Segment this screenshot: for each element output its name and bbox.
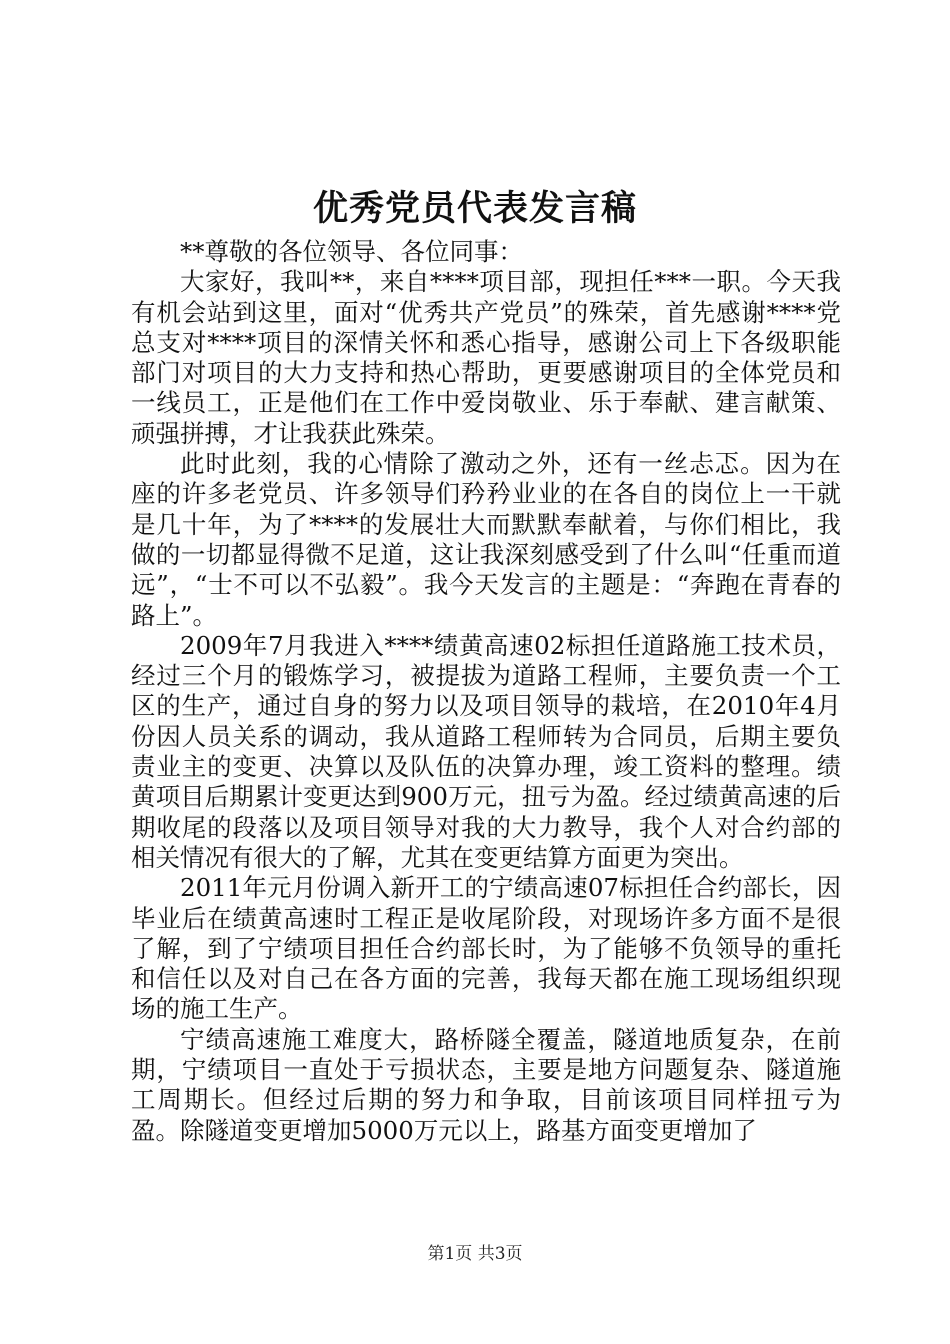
paragraph-3: 2009年7月我进入****绩黄高速02标担任道路施工技术员，经过三个月的锻炼学习，被提拔为道路工程师，主要负责一个工区的生产，通过自身的努力以及项目领导的栽培，在2010年4月份因人员关系的调动，我从道路工程师转为合同员，后期主要负责业主的变更、决算以及队伍的决算办理，竣工资料的整理。绩黄项目后期累计变更达到900万元，扭亏为盈。经过绩黄高速的后期收尾的段落以及项目领导对我的大力教导，我个人对合约部的相关情况有很大的了解，尤其在变更结算方面更为突出。	[131, 630, 841, 872]
paragraph-2: 此时此刻，我的心情除了激动之外，还有一丝忐忑。因为在座的许多老党员、许多领导们矜矜业业的在各自的岗位上一干就是几十年，为了****的发展壮大而默默奉献着，与你们相比，我做的一切都显得微不足道，这让我深刻感受到了什么叫“任重而道远”，“士不可以不弘毅”。我今天发言的主题是：“奔跑在青春的路上”。	[131, 449, 841, 630]
document-title: 优秀党员代表发言稿	[312, 188, 637, 229]
paragraph-4: 2011年元月份调入新开工的宁绩高速07标担任合约部长，因毕业后在绩黄高速时工程正是收尾阶段，对现场许多方面不是很了解，到了宁绩项目担任合约部长时，为了能够不负领导的重托和信任以及对自己在各方面的完善，我每天都在施工现场组织现场的施工生产。	[131, 873, 841, 1024]
salutation: **尊敬的各位领导、各位同事：	[180, 237, 523, 266]
paragraph-1: 大家好，我叫**，来自****项目部，现担任***一职。今天我有机会站到这里，面对“优秀共产党员”的殊荣，首先感谢****党总支对****项目的深情关怀和悉心指导，感谢公司上下各级职能部门对项目的大力支持和热心帮助，更要感谢项目的全体党员和一线员工，正是他们在工作中爱岗敬业、乐于奉献、建言献策、顽强拼搏，才让我获此殊荣。	[131, 267, 841, 448]
document-body	[131, 237, 841, 1146]
paragraph-5: 宁绩高速施工难度大，路桥隧全覆盖，隧道地质复杂，在前期，宁绩项目一直处于亏损状态，主要是地方问题复杂、隧道施工周期长。但经过后期的努力和争取，目前该项目同样扭亏为盈。除隧道变更增加5000万元以上，路基方面变更增加了	[131, 1024, 841, 1145]
page-number-footer: 第1页 共3页	[427, 1244, 523, 1264]
